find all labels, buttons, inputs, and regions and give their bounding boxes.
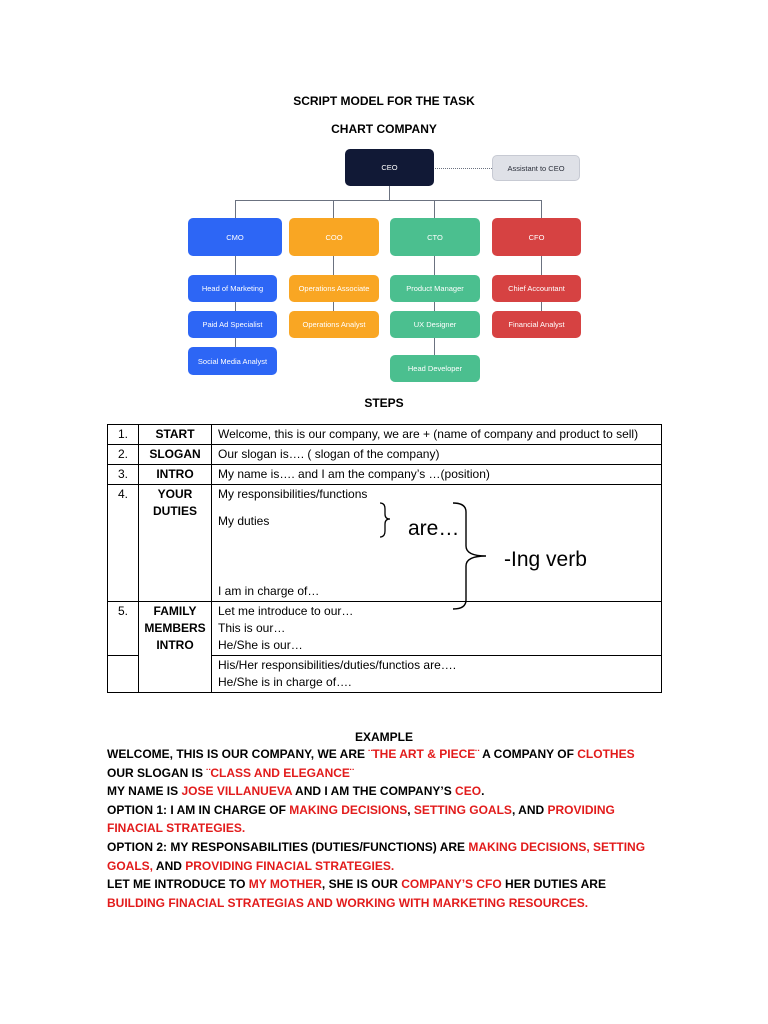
step-number: 4. <box>108 485 139 602</box>
example-text <box>107 745 667 912</box>
example-line-4 <box>107 801 667 838</box>
highlight-text: CEO <box>455 784 482 799</box>
highlight-text: PROVIDING FINACIAL STRATEGIES. <box>185 858 395 873</box>
duties-line-1: My responsibilities/functions <box>218 487 368 501</box>
step-name: SLOGAN <box>139 445 212 465</box>
step-text: Welcome, this is our company, we are + (name of company and product to sell) <box>212 425 662 445</box>
step-number: 5. <box>108 602 139 656</box>
example-text-span: AND I AM THE COMPANY’S <box>292 784 456 799</box>
highlight-text: MAKING DECISIONS, SETTING GOALS, <box>107 839 646 873</box>
org-item-operations-associate: Operations Associate <box>289 275 379 302</box>
step-text: My name is…. and I am the company’s …(position) <box>212 465 662 485</box>
step-number: 1. <box>108 425 139 445</box>
example-text-span: HER DUTIES ARE <box>501 877 606 892</box>
table-row <box>108 445 662 465</box>
step-name: YOUR DUTIES <box>139 485 212 602</box>
example-text-span: OPTION 2: MY RESPONSABILITIES (DUTIES/FUNCTIONS) ARE <box>107 839 469 854</box>
example-line-1 <box>107 745 667 764</box>
table-row <box>108 425 662 445</box>
step-text <box>212 602 662 656</box>
org-item-head-of-marketing: Head of Marketing <box>188 275 277 302</box>
step-name: FAMILY MEMBERS INTRO <box>139 602 212 693</box>
cto-connector <box>434 200 435 218</box>
example-line-2 <box>107 764 667 783</box>
example-line-3 <box>107 782 667 801</box>
example-text-span: , <box>407 802 414 817</box>
org-item-paid-ad-specialist: Paid Ad Specialist <box>188 311 277 338</box>
large-brace-icon <box>450 500 492 612</box>
step-text: Our slogan is…. ( slogan of the company) <box>212 445 662 465</box>
cfo-box: CFO <box>492 218 581 256</box>
are-annotation: are… <box>408 517 460 540</box>
example-text-span: . <box>481 784 485 799</box>
page-title: SCRIPT MODEL FOR THE TASK <box>293 94 475 108</box>
highlight-text: PROVIDING FINACIAL STRATEGIES. <box>107 802 615 836</box>
org-item-financial-analyst: Financial Analyst <box>492 311 581 338</box>
org-item-head-developer: Head Developer <box>390 355 480 382</box>
duties-line-3: I am in charge of… <box>218 584 320 598</box>
step-text <box>212 485 662 602</box>
example-text-span: , AND <box>511 802 548 817</box>
example-text-span: A COMPANY OF <box>479 747 578 761</box>
org-item-product-manager: Product Manager <box>390 275 480 302</box>
highlight-text: CLOTHES <box>577 747 635 761</box>
highlight-text: COMPANY’S CFO <box>401 877 502 892</box>
duties-line-2: My duties <box>218 514 270 528</box>
org-item-social-media-analyst: Social Media Analyst <box>188 347 277 375</box>
ceo-box: CEO <box>345 149 434 186</box>
step-number: 3. <box>108 465 139 485</box>
example-text-span: OUR SLOGAN IS <box>107 765 207 780</box>
highlight-text: ¨THE ART & PIECE¨ <box>368 747 480 761</box>
assistant-connector <box>435 168 492 169</box>
family-line-3: He/She is our… <box>218 638 303 652</box>
example-text-span: , SHE IS OUR <box>321 877 402 892</box>
family-line-2: This is our… <box>218 621 286 635</box>
highlight-text: JOSE VILLANUEVA <box>181 784 293 799</box>
step-name: INTRO <box>139 465 212 485</box>
example-text-span: WELCOME, THIS IS OUR COMPANY, WE ARE <box>107 747 369 761</box>
cfo-connector <box>541 200 542 218</box>
table-row <box>108 602 662 656</box>
cmo-connector <box>235 200 236 218</box>
cmo-box: CMO <box>188 218 282 256</box>
step-number <box>108 656 139 693</box>
example-line-6 <box>107 875 667 912</box>
family-line-4: His/Her responsibilities/duties/functios are…. <box>218 658 457 672</box>
highlight-text: MY MOTHER <box>248 877 322 892</box>
ceo-connector <box>389 186 390 200</box>
steps-heading: STEPS <box>364 396 404 410</box>
family-line-5: He/She is in charge of…. <box>218 675 352 689</box>
org-item-operations-analyst: Operations Analyst <box>289 311 379 338</box>
cto-column-line <box>434 256 435 356</box>
chart-heading: CHART COMPANY <box>331 122 437 136</box>
example-line-5 <box>107 838 667 875</box>
org-chart <box>0 0 768 400</box>
step-name: START <box>139 425 212 445</box>
table-row <box>108 465 662 485</box>
coo-connector <box>333 200 334 218</box>
example-heading: EXAMPLE <box>354 730 413 744</box>
step-text <box>212 656 662 693</box>
org-item-ux-designer: UX Designer <box>390 311 480 338</box>
family-line-1: Let me introduce to our… <box>218 604 354 618</box>
example-text-span: AND <box>153 858 186 873</box>
example-text-span: OPTION 1: I AM IN CHARGE OF <box>107 802 290 817</box>
example-text-span: MY NAME IS <box>107 784 182 799</box>
small-brace-icon <box>376 500 396 540</box>
step-number: 2. <box>108 445 139 465</box>
assistant-box: Assistant to CEO <box>492 155 580 181</box>
branch-connector <box>235 200 542 201</box>
highlight-text: BUILDING FINACIAL STRATEGIAS AND WORKING WITH MARKETING RESOURCES. <box>107 895 589 910</box>
example-text-span: LET ME INTRODUCE TO <box>107 877 249 892</box>
highlight-text: MAKING DECISIONS <box>289 802 408 817</box>
cto-box: CTO <box>390 218 480 256</box>
org-item-chief-accountant: Chief Accountant <box>492 275 581 302</box>
highlight-text: SETTING GOALS <box>413 802 512 817</box>
ing-verb-annotation: -Ing verb <box>504 548 587 571</box>
highlight-text: ¨CLASS AND ELEGANCE¨ <box>206 765 354 780</box>
coo-box: COO <box>289 218 379 256</box>
